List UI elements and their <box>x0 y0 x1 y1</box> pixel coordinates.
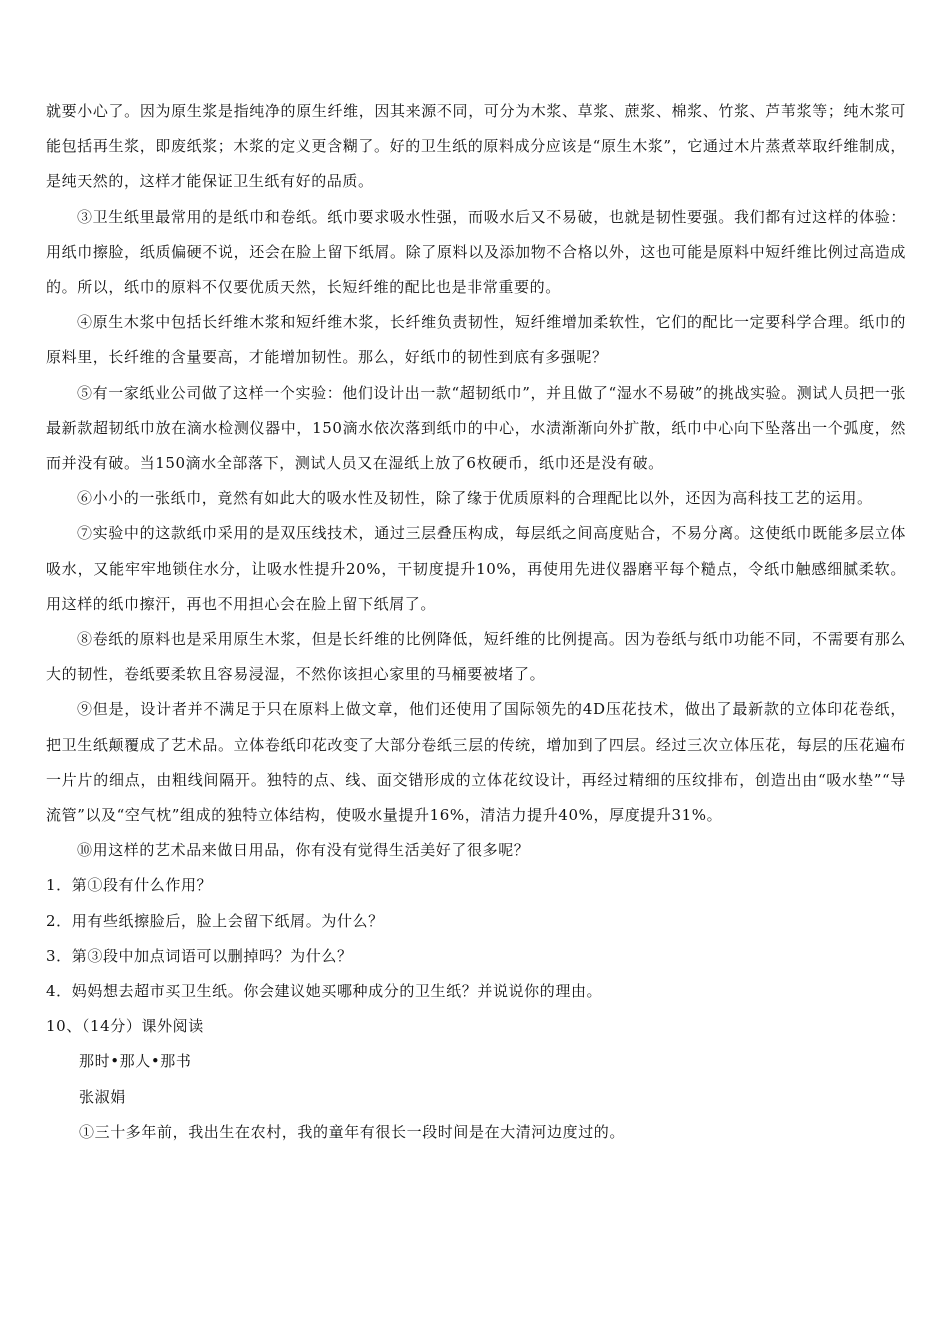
article-paragraph-9: ⑨但是，设计者并不满足于只在原料上做文章，他们还使用了国际领先的4D压花技术，做出了最新款的立体印花卷纸，把卫生纸颠覆成了艺术品。立体卷纸印花改变了大部分卷纸三层的传统，增加到了四层。经过三次立体压花，每层的压花遍布一片片的细点，由粗线间隔开。独特的点、线、面交错形成的立体花纹设计，再经过精细的压纹排布，创造出由“吸水垫”“导流管”以及“空气枕”组成的独特立体结构，使吸水量提升16%，清洁力提升40%，厚度提升31%。 <box>46 700 906 825</box>
reading-title: 那时•那人•那书 <box>79 1052 192 1071</box>
section-heading: 10、（14分）课外阅读 <box>46 1017 204 1036</box>
article-paragraph-10: ⑩用这样的艺术品来做日用品，你有没有觉得生活美好了很多呢？ <box>77 841 530 860</box>
question-4: 4．妈妈想去超市买卫生纸。你会建议她买哪种成分的卫生纸？并说说你的理由。 <box>46 982 603 1001</box>
article-paragraph-continued: 就要小心了。因为原生浆是指纯净的原生纤维，因其来源不同，可分为木浆、草浆、蔗浆、棉浆、竹浆、芦苇浆等；纯木浆可能包括再生浆，即废纸浆；木浆的定义更含糊了。好的卫生纸的原料成分应该是“原生木浆”，它通过木片蒸煮萃取纤维制成，是纯天然的，这样才能保证卫生纸有好的品质。 <box>46 102 906 191</box>
article-paragraph-6: ⑥小小的一张纸巾，竟然有如此大的吸水性及韧性，除了缘于优质原料的合理配比以外，还因为高科技工艺的运用。 <box>77 489 873 508</box>
question-3: 3．第③段中加点词语可以删掉吗？为什么？ <box>46 946 353 965</box>
article-paragraph-8: ⑧卷纸的原料也是采用原生木浆，但是长纤维的比例降低，短纤维的比例提高。因为卷纸与纸巾功能不同，不需要有那么大的韧性，卷纸要柔软且容易浸湿，不然你该担心家里的马桶要被堵了。 <box>46 630 906 684</box>
article-paragraph-3: ③卫生纸里最常用的是纸巾和卷纸。纸巾要求吸水性强，而吸水后又不易破，也就是韧性要强。我们都有过这样的体验：用纸巾擦脸，纸质偏硬不说，还会在脸上留下纸屑。除了原料以及添加物不合格以外，这也可能是原料中短纤维比例过高造成的。所以，纸巾的原料不仅要优质天然，长短纤维的配比也是非常重要的。 <box>46 207 906 297</box>
reading-author: 张淑娟 <box>79 1087 126 1106</box>
reading-paragraph-1: ①三十多年前，我出生在农村，我的童年有很长一段时间是在大清河边度过的。 <box>79 1122 626 1141</box>
article-paragraph-7: ⑦实验中的这款纸巾采用的是双压线技术，通过三层叠压构成，每层纸之间高度贴合，不易分离。这使纸巾既能多层立体吸水，又能牢牢地锁住水分，让吸水性提升20%，干韧度提升10%，再使用先进仪器磨平每个糙点，令纸巾触感细腻柔软。用这样的纸巾擦汗，再也不用担心会在脸上留下纸屑了。 <box>46 524 906 613</box>
article-paragraph-4: ④原生木浆中包括长纤维木浆和短纤维木浆，长纤维负责韧性，短纤维增加柔软性，它们的配比一定要科学合理。纸巾的原料里，长纤维的含量要高，才能增加韧性。那么，好纸巾的韧性到底有多强呢？ <box>46 313 906 367</box>
article-paragraph-5: ⑤有一家纸业公司做了这样一个实验：他们设计出一款“超韧纸巾”，并且做了“湿水不易破”的挑战实验。测试人员把一张最新款超韧纸巾放在滴水检测仪器中，150滴水依次落到纸巾的中心，水渍渐渐向外扩散，纸巾中心向下坠落出一个弧度，然而并没有破。当150滴水全部落下，测试人员又在湿纸上放了6枚硬币，纸巾还是没有破。 <box>46 383 906 473</box>
question-2: 2．用有些纸擦脸后，脸上会留下纸屑。为什么？ <box>46 911 384 930</box>
document-page <box>46 94 906 1150</box>
question-1: 1．第①段有什么作用？ <box>46 876 213 895</box>
